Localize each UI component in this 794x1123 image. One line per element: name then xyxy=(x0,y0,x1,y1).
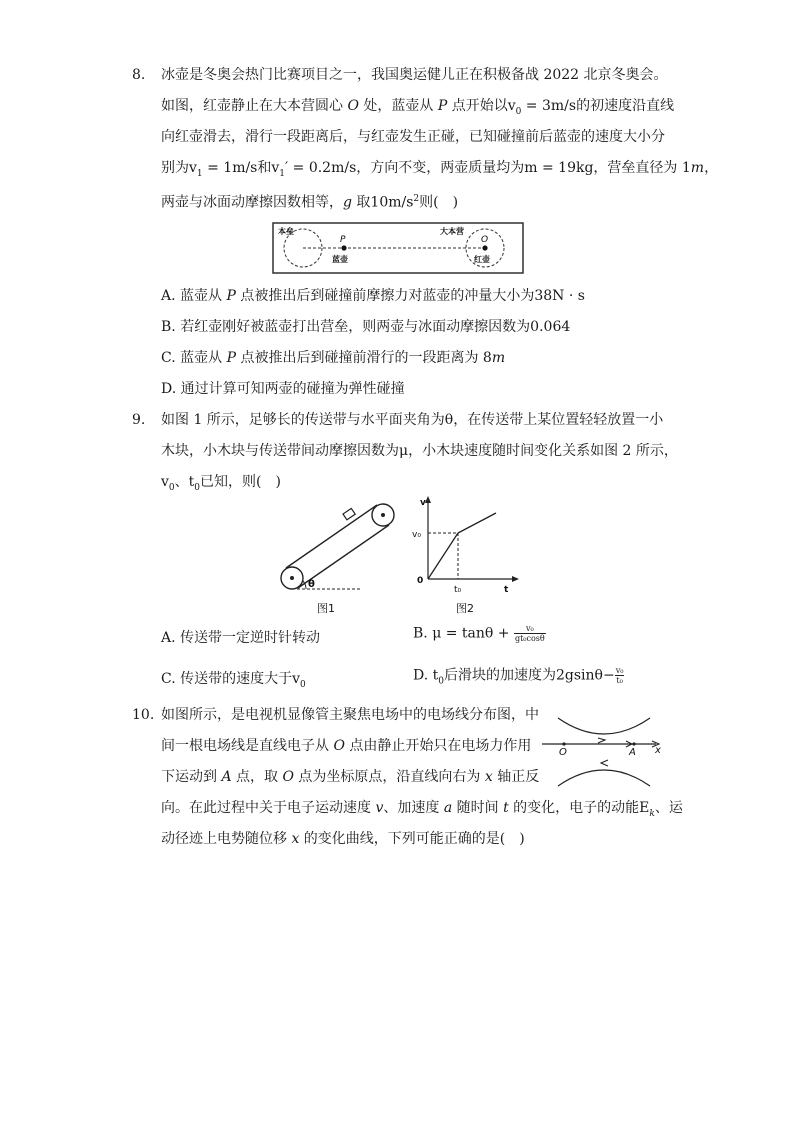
q8-option-a[interactable]: A. 蓝壶从 P 点被推出后到碰撞前摩擦力对蓝壶的冲量大小为38N · s xyxy=(161,288,585,304)
q10-line-4: 向。在此过程中关于电子运动速度 v、加速度 a 随时间 t 的变化，电子的动能$E_k$、运 xyxy=(161,800,683,819)
label-house: 大本营 xyxy=(440,227,464,236)
x-label: x xyxy=(655,745,661,756)
vt-segment-1 xyxy=(428,533,458,579)
q8-option-d[interactable]: D. 通过计算可知两壶的碰撞为弹性碰撞 xyxy=(161,381,405,397)
q10-line-3: 下运动到 A 点，取 O 点为坐标原点，沿直线向右为 x 轴正反 xyxy=(161,769,540,785)
q10-line-5: 动径迹上电势随位移 x 的变化曲线，下列可能正确的是( ) xyxy=(161,831,525,847)
wood-block xyxy=(343,508,355,519)
q9-number: 9. xyxy=(132,412,146,428)
q10-line-2: 间一根电场线是直线电子从 O 点由静止开始只在电场力作用 xyxy=(161,738,532,754)
label-home: 本垒 xyxy=(278,227,294,236)
q8-line-5: 两壶与冰面动摩擦因数相等，g 取$10m/s^2$则( ) xyxy=(161,194,459,211)
v0-label: v₀ xyxy=(412,530,421,540)
q8-line-1: 冰壶是冬奥会热门比赛项目之一，我国奥运健儿正在积极备战 2022 北京冬奥会。 xyxy=(161,67,668,83)
q8-option-c[interactable]: C. 蓝壶从 P 点被推出后到碰撞前滑行的一段距离为 8m xyxy=(161,350,506,366)
field-line-top xyxy=(558,718,650,734)
q9-option-d[interactable]: D. $t_0$后滑块的加速度为2gsinθ− $\frac{\text{v₀}}{\text{t₀}}$ xyxy=(413,666,624,687)
blue-stone-dot xyxy=(341,245,346,250)
origin-label: 0 xyxy=(417,576,424,586)
vt-segment-2 xyxy=(458,513,496,533)
fig2-caption: 图2 xyxy=(456,602,474,615)
field-line-bottom xyxy=(558,770,650,786)
o-label: O xyxy=(559,747,567,758)
conveyor-figure xyxy=(270,495,400,615)
q8-line-3: 向红壶滑去，滑行一段距离后，与红壶发生正碰，已知碰撞前后蓝壶的速度大小分 xyxy=(161,129,665,145)
q9-option-b[interactable]: B. μ = tanθ + $\frac{\text{v₀}}{\text{gt₀cosθ}}$ xyxy=(413,624,545,643)
point-a xyxy=(632,742,635,745)
field-lines-figure xyxy=(538,708,670,798)
q10-line-1: 如图所示，是电视机显像管主聚焦电场中的电场线分布图，中 xyxy=(161,707,539,723)
fig1-caption: 图1 xyxy=(317,602,335,615)
theta-label: θ xyxy=(308,579,315,590)
q9-option-c[interactable]: C. 传送带的速度大于$v_0$ xyxy=(161,671,306,690)
curling-figure xyxy=(272,222,524,274)
t-axis-label: t xyxy=(504,585,509,595)
q9-line-3: $v_0$、$t_0$已知，则( ) xyxy=(161,474,281,493)
point-o xyxy=(562,742,565,745)
label-o: O xyxy=(481,235,489,245)
q9-line-1: 如图 1 所示，足够长的传送带与水平面夹角为θ，在传送带上某位置轻轻放置一小 xyxy=(161,412,664,428)
velocity-time-graph xyxy=(408,493,523,615)
q8-line-4: 别为$v_1 = 1m/s$和$v_1' = 0.2m/s$，方向不变，两壶质量均为m = 19kg，营垒直径为 1m， xyxy=(161,160,719,179)
q9-line-2: 木块，小木块与传送带间动摩擦因数为μ，小木块速度随时间变化关系如图 2 所示， xyxy=(161,443,678,459)
q8-line-2: 如图，红壶静止在大本营圆心 O 处，蓝壶从 P 点开始以$v_0 = 3m/s$的初速度沿直线 xyxy=(161,98,675,117)
v-axis-label: v xyxy=(420,498,426,508)
label-p: P xyxy=(340,235,346,245)
t0-label: t₀ xyxy=(454,585,462,595)
q8-option-b[interactable]: B. 若红壶刚好被蓝壶打出营垒，则两壶与冰面动摩擦因数为0.064 xyxy=(161,319,571,335)
a-label: A xyxy=(629,747,636,758)
q8-number: 8. xyxy=(132,67,146,83)
belt-top xyxy=(286,505,377,568)
red-stone-dot xyxy=(482,245,487,250)
label-blue: 蓝壶 xyxy=(332,255,348,264)
q10-number: 10. xyxy=(132,707,155,723)
q9-option-a[interactable]: A. 传送带一定逆时针转动 xyxy=(161,630,321,646)
label-red: 红壶 xyxy=(474,255,490,264)
